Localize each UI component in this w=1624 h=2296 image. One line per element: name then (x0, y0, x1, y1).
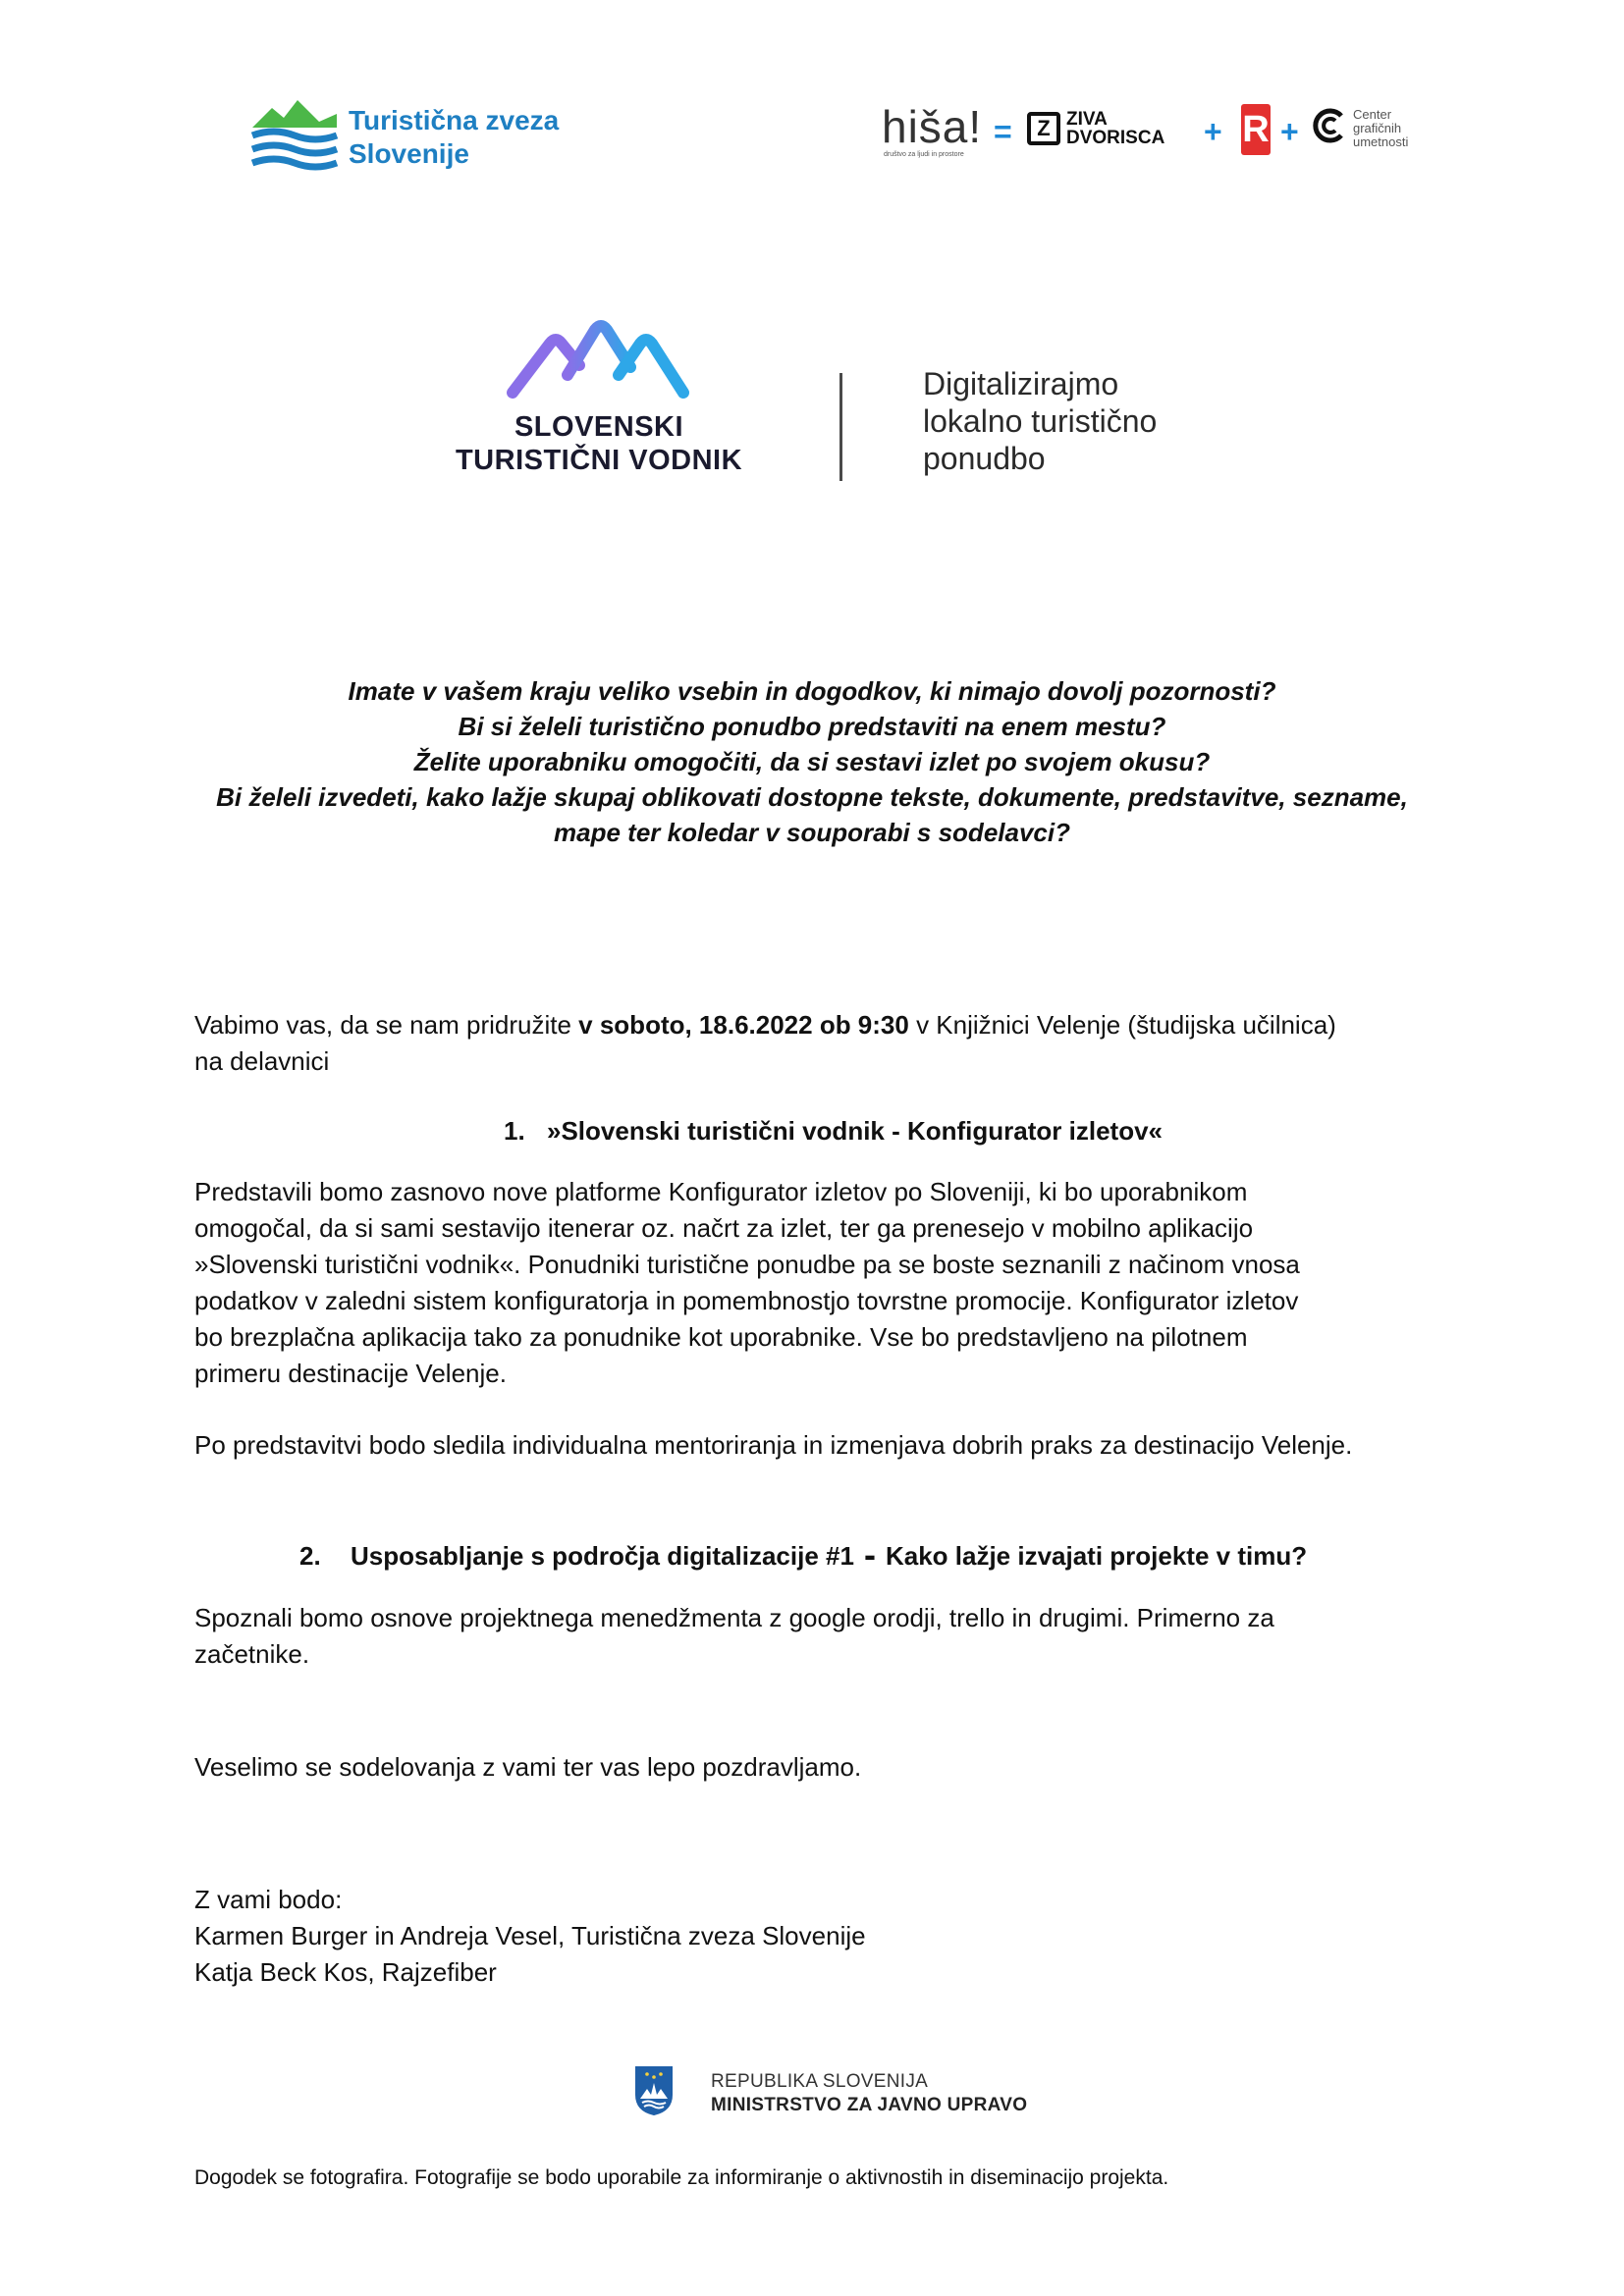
hisa-logo: hiša! (882, 101, 983, 152)
intro-line: Želite uporabniku omogočiti, da si sestavi izlet po svojem okusu? (413, 747, 1211, 776)
intro-line: Bi želeli izvedeti, kako lažje skupaj oblikovati dostopne tekste, dokumente, predstavitve, sezname, (216, 782, 1408, 812)
invite-text: Vabimo vas, da se nam pridružite (194, 1010, 579, 1040)
mountains-icon (499, 314, 695, 412)
paragraph-line: začetnike. (194, 1639, 310, 1669)
workshop2-description (194, 1600, 1451, 1673)
cgu-text: Center grafičnih umetnosti (1353, 107, 1409, 149)
invite-location: v Knjižnici Velenje (študijska učilnica) (908, 1010, 1336, 1040)
brand-tagline: Digitalizirajmo lokalno turistično ponudbo (923, 366, 1158, 476)
workshop2-title-part1: Usposabljanje s področja digitalizacije #1 (351, 1541, 854, 1571)
paragraph-line: Predstavili bomo zasnovo nove platforme Konfigurator izletov po Sloveniji, ki bo uporabnikom (194, 1177, 1248, 1206)
equals-sign: = (994, 114, 1012, 149)
paragraph-line: Spoznali bomo osnove projektnega menedžmenta z google orodji, trello in drugimi. Primerno za (194, 1603, 1274, 1632)
plus-sign-2: + (1280, 114, 1299, 149)
workshop2-number: 2. (299, 1541, 321, 1571)
workshop1-description (194, 1174, 1451, 1392)
coat-of-arms-icon (634, 2065, 674, 2116)
invitation (194, 1007, 1451, 1080)
photo-note: Dogodek se fotografira. Fotografije se bodo uporabile za informiranje o aktivnostih in diseminacijo projekta. (194, 2166, 1169, 2189)
hisa-logo-subtitle: društvo za ljudi in prostore (884, 151, 964, 158)
invite-date: v soboto, 18.6.2022 ob 9:30 (578, 1010, 909, 1040)
intro-questions (147, 673, 1477, 850)
paragraph-line: omogočal, da si sami sestavijo itenerar oz. načrt za izlet, ter ga prenesejo v mobilno aplikacijo (194, 1213, 1254, 1243)
workshop2-heading (299, 1534, 1308, 1575)
intro-line: Bi si želeli turistično ponudbo predstaviti na enem mestu? (458, 712, 1166, 741)
ziva-dvorisca-icon: Z (1027, 112, 1060, 145)
workshop1-title: »Slovenski turistični vodnik - Konfigurator izletov« (547, 1116, 1163, 1146)
workshop1-followup: Po predstavitvi bodo sledila individualna mentoriranja in izmenjava dobrih praks za destinacijo Velenje. (194, 1430, 1353, 1460)
ziva-dvorisca-text: ZIVA DVORISCA (1066, 109, 1165, 148)
partner-logos (882, 98, 1432, 167)
tzs-logo-text: Turistična zveza Slovenije (349, 105, 560, 169)
workshop1-heading (504, 1113, 1163, 1148)
brand-name: SLOVENSKI TURISTIČNI VODNIK (455, 411, 743, 476)
brand-divider (839, 373, 842, 481)
plus-sign: + (1204, 114, 1222, 149)
intro-line: Imate v vašem kraju veliko vsebin in dogodkov, ki nimajo dovolj pozornosti? (348, 676, 1276, 706)
host-name: Katja Beck Kos, Rajzefiber (194, 1957, 497, 1987)
tzs-waves-icon (250, 94, 339, 173)
tzs-logo (250, 94, 574, 173)
gov-republic: REPUBLIKA SLOVENIJA (711, 2071, 929, 2092)
rajzefiber-logo: R (1241, 104, 1271, 155)
cgu-c-icon (1312, 108, 1347, 143)
paragraph-line: primeru destinacije Velenje. (194, 1359, 507, 1388)
hosts-intro: Z vami bodo: (194, 1885, 343, 1914)
intro-line: mape ter koledar v souporabi s sodelavci? (554, 818, 1070, 847)
closing-text: Veselimo se sodelovanja z vami ter vas lepo pozdravljamo. (194, 1752, 862, 1782)
workshop2-dash: - (863, 1534, 876, 1575)
paragraph-line: podatkov v zaledni sistem konfiguratorja in pomembnostjo tovrstne promocije. Konfigurator izletov (194, 1286, 1299, 1315)
workshop1-number: 1. (504, 1116, 525, 1146)
workshop2-title-part2: Kako lažje izvajati projekte v timu? (885, 1541, 1308, 1571)
paragraph-line: »Slovenski turistični vodnik«. Ponudniki turistične ponudbe pa se boste seznanili z načinom vnosa (194, 1250, 1300, 1279)
paragraph-line: bo brezplačna aplikacija tako za ponudnike kot uporabnike. Vse bo predstavljeno na pilotnem (194, 1322, 1248, 1352)
gov-ministry: MINISTRSTVO ZA JAVNO UPRAVO (711, 2095, 1028, 2115)
government-logo (634, 2065, 1047, 2120)
hosts (194, 1882, 1451, 1991)
slovenski-turisticni-vodnik-brand (432, 314, 1218, 491)
invite-line2: na delavnici (194, 1046, 330, 1076)
host-name: Karmen Burger in Andreja Vesel, Turistična zveza Slovenije (194, 1921, 866, 1950)
